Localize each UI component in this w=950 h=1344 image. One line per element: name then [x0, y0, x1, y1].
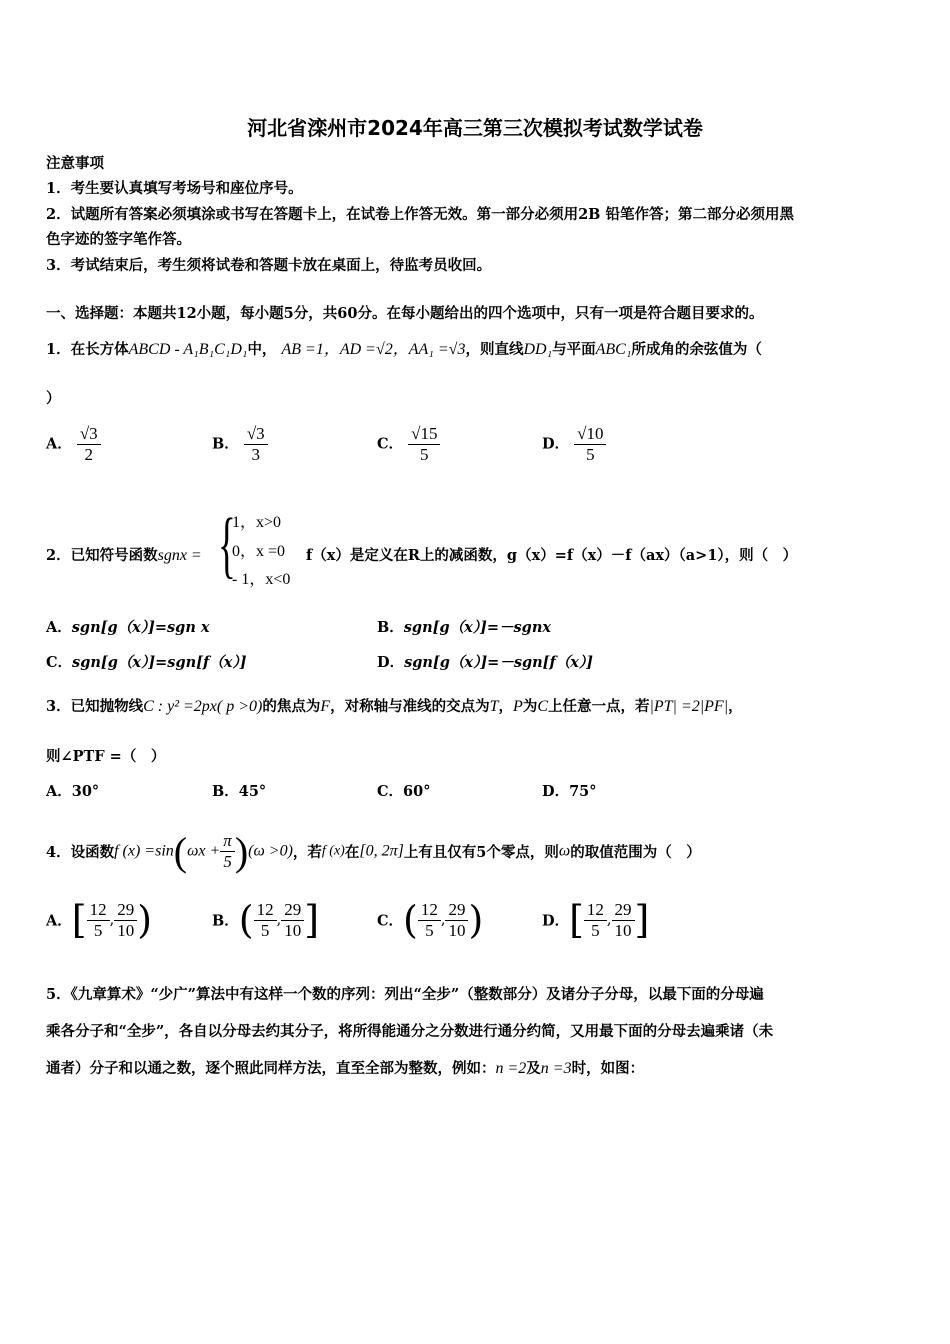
q4-a-n2: 29: [114, 900, 137, 921]
q4-fx: f (x) =sin: [114, 842, 174, 860]
q4-option-b[interactable]: [212, 898, 319, 942]
q2-option-a[interactable]: [46, 616, 210, 637]
section-heading: 一、选择题：本题共12小题，每小题5分，共60分。在每小题给出的四个选项中，只有一项是符合题目要求的。: [46, 305, 764, 322]
q4-c-d2: 10: [448, 920, 466, 940]
q1-option-b[interactable]: [212, 424, 268, 465]
q1-option-c-frac: [408, 424, 440, 465]
q1-option-a[interactable]: [46, 424, 101, 465]
q4-c-frac2: [445, 900, 468, 941]
q5-line-2: 乘各分子和“全步”，各自以分母去约其分子，将所得能通分之分数进行通分约简，又用最下面的分母去遍乘诸（未: [46, 1023, 774, 1040]
q4-b-comma: ,: [276, 912, 282, 928]
q2-option-d[interactable]: [377, 651, 593, 672]
notice-item-2-cont: 色字迹的签字笔作答。: [46, 231, 191, 248]
q3-mid2: ，对称轴与准线的交点为: [330, 698, 490, 715]
q4-interval: [0, 2π]: [359, 842, 404, 860]
q4-a-label: A．: [46, 912, 72, 930]
q4-b-n1: 12: [254, 900, 277, 921]
q2-b-label: B．: [377, 619, 404, 636]
q5-n3: n =3: [540, 1060, 572, 1077]
q3-mid4: 为: [522, 698, 538, 715]
q3-line2: 则∠PTF =（ ）: [46, 748, 166, 765]
q3-cond: |PT| =2|PF|: [649, 698, 729, 715]
q4-d-n2: 29: [612, 900, 635, 921]
q1-mid: 中，: [247, 341, 277, 358]
question-3: [46, 695, 743, 716]
q1-option-c[interactable]: [377, 424, 440, 465]
q5-line-3-text: 通者）分子和以通之数，逐个照此同样方法，直至全部为整数，例如：: [46, 1060, 496, 1077]
q2-prefix: [46, 544, 202, 565]
q2-fn: sgnx =: [157, 547, 202, 564]
q1-d-num: √10: [574, 424, 606, 445]
q4-a-d1: 5: [93, 920, 103, 940]
q2-option-b[interactable]: [377, 616, 551, 637]
q3-end: ，: [728, 698, 743, 715]
q4-pi-num: π: [220, 831, 235, 852]
q4-d-n1: 12: [584, 900, 607, 921]
q1-d-den: 5: [586, 445, 595, 464]
q3-mid5: 上任意一点，若: [547, 698, 650, 715]
q4-pi-den: 5: [223, 852, 232, 871]
q4-a-frac1: [87, 900, 110, 941]
q1-close: ）: [46, 390, 61, 407]
q4-rparen: ): [234, 829, 249, 874]
q1-a-den: 2: [84, 445, 93, 464]
q3-t: T: [489, 698, 499, 715]
q4-a-lbr: [: [71, 898, 87, 942]
q4-lparen: (: [173, 829, 188, 874]
q4-prefix: 4．设函数: [46, 844, 115, 861]
notice-item-1: 1．考生要认真填写考场号和座位序号。: [46, 180, 303, 197]
q2-b-text: sgn[g（x）]=－sgnx: [403, 619, 552, 636]
q1-option-d-frac: [574, 424, 606, 465]
q3-option-a[interactable]: A．30°: [46, 783, 100, 800]
q2-d-text: sgn[g（x）]=－sgn[f（x）]: [404, 654, 594, 671]
q4-d-label: D．: [542, 912, 570, 930]
q1-option-d-label: D．: [542, 435, 570, 453]
q4-cond: (ω >0): [248, 842, 293, 860]
q4-b-rbr: ]: [304, 898, 320, 942]
q4-pi-frac: [220, 831, 235, 872]
q4-d-comma: ,: [606, 912, 612, 928]
q5-and: 及: [526, 1060, 541, 1077]
q1-b-den: 3: [251, 445, 260, 464]
q1-option-b-label: B．: [212, 435, 239, 453]
q4-option-c[interactable]: [377, 898, 483, 942]
q5-tail: 时，如图：: [571, 1060, 645, 1077]
q4-a-rbr: ): [137, 898, 153, 942]
q1-mid2: ，则直线: [465, 341, 524, 358]
page-title: 河北省滦州市2024年高三第三次模拟考试数学试卷: [247, 116, 703, 140]
q4-b-lbr: (: [238, 898, 254, 942]
q4-mid: ，若: [292, 844, 322, 861]
q4-c-label: C．: [377, 912, 404, 930]
q3-option-d[interactable]: D．75°: [542, 783, 597, 800]
q3-f: F: [320, 698, 331, 715]
q4-a-d2: 10: [117, 920, 135, 940]
q5-line-1: 5．《九章算术》“少广”算法中有这样一个数的序列：列出“全步”（整数部分）及诸分子分母，以最下面的分母遍: [46, 986, 764, 1003]
q1-option-c-label: C．: [377, 435, 404, 453]
q3-c: C: [537, 698, 548, 715]
q2-case-3: - 1，x<0: [232, 571, 291, 588]
q2-a-text: sgn[g（x）]=sgn x: [71, 619, 210, 636]
q4-d-lbr: [: [569, 898, 584, 942]
q4-c-n2: 29: [445, 900, 468, 921]
q3-option-c[interactable]: C．60°: [377, 783, 431, 800]
q4-b-frac1: [254, 900, 277, 941]
q4-option-d[interactable]: [542, 898, 649, 942]
q4-b-label: B．: [212, 912, 239, 930]
q1-a-num: √3: [77, 424, 101, 445]
q1-box: ABCD - A₁B₁C₁D₁: [128, 341, 248, 358]
q1-c-num: √15: [408, 424, 440, 445]
q4-c-d1: 5: [425, 920, 434, 940]
q4-fx2: f (x): [321, 843, 345, 859]
q3-mid: 的焦点为: [262, 698, 321, 715]
q1-option-d[interactable]: [542, 424, 606, 465]
q4-a-n1: 12: [87, 900, 110, 921]
q4-b-n2: 29: [281, 900, 304, 921]
q2-option-c[interactable]: [46, 651, 247, 672]
q1-plane: ABC₁: [595, 341, 632, 358]
q4-option-a[interactable]: [46, 898, 152, 942]
q4-d-frac1: [584, 900, 607, 941]
q2-case-1: 1，x>0: [232, 514, 282, 531]
q2-case-2: 0，x =0: [232, 543, 286, 560]
q1-line: DD₁: [523, 341, 553, 358]
q4-a-comma: ,: [109, 912, 115, 928]
q5-line-3: [46, 1057, 644, 1078]
q1-suffix: 所成角的余弦值为（: [631, 341, 762, 358]
notice-item-2: 2．试题所有答案必须填涂或书写在答题卡上，在试卷上作答无效。第一部分必须用2B 铅笔作答；第二部分必须用黑: [46, 206, 794, 223]
notice-heading: 注意事项: [46, 155, 104, 172]
q4-c-rbr: ): [468, 898, 484, 942]
q3-prefix: 3．已知抛物线: [46, 698, 144, 715]
q1-cond: AB =1，AD =√2，AA₁ =√3: [281, 341, 466, 358]
q4-b-frac2: [281, 900, 304, 941]
q2-prefix-text: 2．已知符号函数: [46, 547, 158, 564]
q4-mid2: 在: [344, 844, 360, 861]
q1-mid3: 与平面: [552, 341, 596, 358]
q4-a-frac2: [114, 900, 137, 941]
q4-b-d2: 10: [284, 920, 302, 940]
q1-option-b-frac: [244, 424, 268, 465]
q2-a-label: A．: [46, 619, 72, 636]
q3-curve: C : y² =2px( p >0): [143, 698, 263, 715]
q1-option-a-frac: [77, 424, 101, 465]
q4-omega: ω: [558, 842, 571, 860]
notice-item-3: 3．考试结束后，考生须将试卷和答题卡放在桌面上，待监考员收回。: [46, 257, 492, 274]
q2-c-label: C．: [46, 654, 73, 671]
q1-b-num: √3: [244, 424, 268, 445]
q2-suffix: f（x）是定义在R上的减函数，g（x）=f（x）－f（ax）（a>1），则（ ）: [306, 547, 798, 564]
q4-arg: ωx +: [187, 842, 221, 860]
question-1: [46, 336, 762, 359]
q4-c-lbr: (: [403, 898, 418, 942]
q4-c-n1: 12: [418, 900, 441, 921]
q4-d-rbr: ]: [634, 898, 650, 942]
q2-brace: {: [218, 504, 236, 586]
q4-suffix: 的取值范围为（ ）: [570, 844, 701, 861]
q4-mid3: 上有且仅有5个零点，则: [403, 844, 559, 861]
q2-d-label: D．: [377, 654, 405, 671]
q4-d-d2: 10: [614, 920, 632, 940]
q1-c-den: 5: [420, 445, 429, 464]
q3-mid3: ，: [498, 698, 514, 715]
q4-b-d1: 5: [260, 920, 270, 940]
q2-c-text: sgn[g（x）]=sgn[f（x）]: [72, 654, 247, 671]
q4-d-d1: 5: [591, 920, 600, 940]
q4-d-frac2: [612, 900, 635, 941]
q1-option-a-label: A．: [46, 435, 72, 453]
question-4: [46, 828, 701, 875]
q5-n2: n =2: [495, 1060, 527, 1077]
q4-c-comma: ,: [440, 912, 446, 928]
q3-p: P: [513, 698, 523, 715]
q3-option-b[interactable]: B．45°: [212, 783, 267, 800]
q4-c-frac1: [418, 900, 441, 941]
q1-prefix: 1．在长方体: [46, 341, 129, 358]
